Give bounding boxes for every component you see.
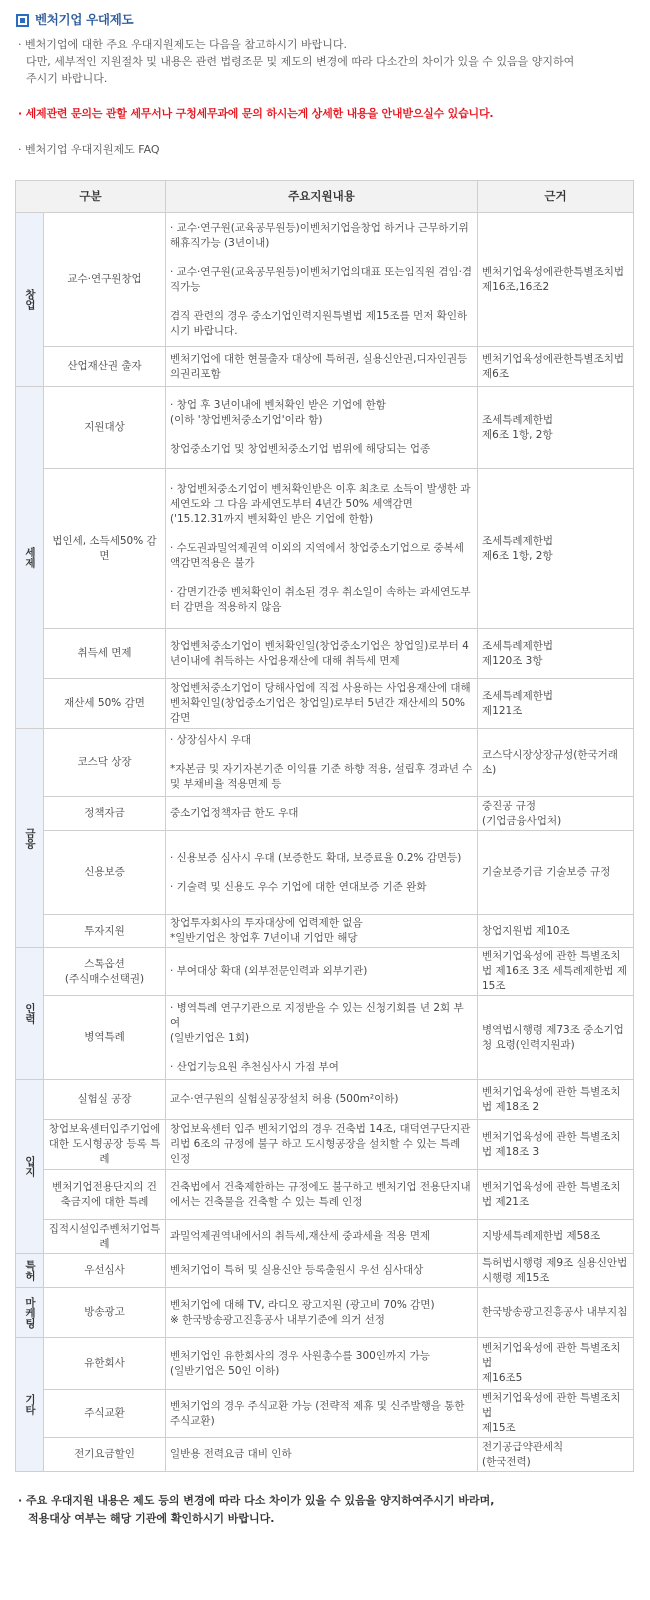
subcategory-line: 투자지원: [84, 924, 125, 937]
benefits-table: [15, 180, 634, 1472]
content-gap: [170, 748, 473, 762]
content-line: · 교수·연구원(교육공무원등)이벤처기업의대표 또는임직원 겸임·겸직가능: [170, 265, 473, 293]
basis-line: 제121조: [482, 704, 523, 717]
content-line: · 교수·연구원(교육공무원등)이벤처기업을창업 하거나 근무하기위해휴직가능 (3년이내): [170, 221, 469, 249]
basis-line: 벤처기업육성에 관한 특별조치법 제18조 2: [482, 1085, 621, 1113]
row-content: [166, 948, 478, 996]
subcategory-line: 신용보증: [84, 866, 125, 878]
row-subcategory: [44, 996, 166, 1080]
row-subcategory: [44, 387, 166, 469]
row-subcategory: [44, 1220, 166, 1254]
basis-line: 조세특례제한법: [482, 413, 554, 426]
basis-line: 벤처기업육성에 관한 특별조치법 제21조: [482, 1180, 621, 1208]
basis-line: 벤처기업육성에 관한 특별조치법: [482, 1392, 621, 1419]
subcategory-line: 방송광고: [84, 1306, 125, 1318]
category-etc: 기타: [16, 1338, 44, 1472]
intro-line: 다만, 세부적인 지원절차 및 내용은 관련 법령조문 및 제도의 변경에 따라 다소간의 차이가 있을 수 있음을 양지하여: [26, 55, 575, 68]
basis-line: 벤처기업육성에관한특별조치법 제6조: [482, 352, 625, 380]
row-content: [166, 1120, 478, 1170]
square-bullet-icon: [16, 14, 29, 27]
row-subcategory: [44, 1438, 166, 1472]
row-subcategory: [44, 469, 166, 629]
row-basis: [478, 1254, 634, 1288]
basis-line: 벤처기업육성에 관한 특별조치법 제16조 3조 세특례제한법 제15조: [482, 950, 627, 992]
content-gap: [170, 251, 473, 265]
row-content: [166, 1338, 478, 1390]
content-line: · 수도권과밀억제권역 이외의 지역에서 창업중소기업으로 중복세액감면적용은 불가: [170, 542, 464, 569]
subcategory-line: 전기요금할인: [74, 1448, 135, 1460]
basis-line: 제15조: [482, 1422, 516, 1434]
content-line: 벤처기업의 경우 주식교환 가능 (전략적 제휴 및 신주발행을 통한 주식교환): [170, 1399, 465, 1427]
content-gap: [170, 866, 473, 880]
faq-link[interactable]: · 벤처기업 우대지원제도 FAQ: [18, 143, 160, 156]
row-subcategory: [44, 1120, 166, 1170]
row-basis: [478, 996, 634, 1080]
row-basis: [478, 1288, 634, 1338]
row-content: [166, 1170, 478, 1220]
intro-line: · 벤처기업에 대한 주요 우대지원제도는 다음을 참고하시기 바랍니다.: [18, 38, 347, 51]
row-basis: [478, 347, 634, 387]
content-line: 겸직 관련의 경우 중소기업인력지원특별법 제15조를 먼저 확인하시기 바랍니다.: [170, 309, 468, 337]
content-line: · 창업 후 3년이내에 벤처확인 받은 기업에 한함: [170, 399, 386, 411]
subcategory-line: 벤처기업전용단지의 건축금지에 대한 특례: [52, 1180, 157, 1208]
row-subcategory: [44, 948, 166, 996]
row-subcategory: [44, 831, 166, 915]
row-content: [166, 1220, 478, 1254]
subcategory-line: 지원대상: [84, 421, 125, 433]
subcategory-line: 교수·연구원창업: [67, 273, 142, 285]
content-line: · 감면기간중 벤처확인이 취소된 경우 취소일이 속하는 과세연도부터 감면을 적용하지 않음: [170, 586, 471, 613]
row-basis: [478, 1220, 634, 1254]
content-line: 과밀억제권역내에서의 취득세,재산세 중과세율 적용 면제: [170, 1230, 431, 1242]
category-hr: 인력: [16, 948, 44, 1080]
content-line: 일반용 전력요금 대비 인하: [170, 1448, 292, 1460]
basis-line: 벤처기업육성에 관한 특별조치법: [482, 1342, 621, 1369]
category-patent: 특허: [16, 1254, 44, 1288]
row-content: [166, 797, 478, 831]
row-subcategory: [44, 1254, 166, 1288]
content-line: 창업벤처중소기업이 벤처확인일(창업중소기업은 창업일)로부터 4년이내에 취득하는 사업용재산에 대해 취득세 면제: [170, 639, 469, 667]
intro-line: 주시기 바랍니다.: [26, 72, 108, 85]
content-line: 창업중소기업 및 창업벤처중소기업 범위에 해당되는 업종: [170, 443, 431, 455]
content-line: 벤처기업에 대한 현물출자 대상에 특허권, 실용신안권,디자인권등의권리포함: [170, 352, 468, 380]
row-subcategory: [44, 1170, 166, 1220]
row-basis: [478, 797, 634, 831]
content-line: 창업보육센터 입주 벤처기업의 경우 건축법 14조, 대덕연구단지관리법 6조의 규정에 불구 하고 도시형공장을 설치할 수 있는 특례 인정: [170, 1123, 471, 1165]
row-basis: [478, 831, 634, 915]
content-line: 벤처기업인 유한회사의 경우 사원총수를 300인까지 가능: [170, 1349, 430, 1362]
content-line: ('15.12.31까지 벤처확인 받은 기업에 한함): [170, 513, 374, 525]
content-gap: [170, 571, 473, 585]
basis-line: 코스닥시장상장규성(한국거래소): [482, 748, 618, 776]
subcategory-line: 법인세, 소득세50% 감면: [52, 534, 157, 562]
content-line: · 상장심사시 우대: [170, 734, 252, 746]
row-content: [166, 729, 478, 797]
row-subcategory: [44, 679, 166, 729]
basis-line: 특허법시행령 제9조 실용신안법시행령 제15조: [482, 1256, 628, 1284]
row-content: [166, 831, 478, 915]
content-line: (이하 '창업벤처중소기업'이라 함): [170, 414, 323, 426]
row-basis: [478, 915, 634, 948]
row-content: [166, 915, 478, 948]
row-basis: [478, 948, 634, 996]
page-title: 벤처기업 우대제도: [35, 12, 134, 28]
content-line: 벤처기업에 대해 TV, 라디오 광고지원 (광고비 70% 감면): [170, 1298, 435, 1311]
row-content: [166, 679, 478, 729]
row-subcategory: [44, 1288, 166, 1338]
row-basis: [478, 387, 634, 469]
intro-text: [18, 36, 638, 87]
basis-line: (기업금융사업처): [482, 814, 562, 827]
basis-line: 병역법시행령 제73조 중소기업청 요령(인력지원과): [482, 1023, 624, 1051]
basis-line: 제16조5: [482, 1372, 523, 1384]
content-gap: [170, 1046, 473, 1060]
subcategory-line: 주식교환: [84, 1407, 125, 1419]
header-content: 주요지원내용: [166, 181, 478, 213]
basis-line: 벤처기업육성에관한특별조치법 제16조,16조2: [482, 265, 625, 293]
row-subcategory: [44, 629, 166, 679]
row-subcategory: [44, 1080, 166, 1120]
footer-note: [18, 1492, 638, 1528]
subcategory-line: 창업보육센터입주기업에 대한 도시형공장 등록 특례: [48, 1123, 161, 1165]
row-content: [166, 996, 478, 1080]
content-line: (일반기업은 1회): [170, 1031, 250, 1044]
row-subcategory: [44, 915, 166, 948]
row-basis: [478, 213, 634, 347]
row-basis: [478, 629, 634, 679]
row-basis: [478, 1338, 634, 1390]
basis-line: 창업지원법 제10조: [482, 924, 570, 937]
subcategory-line: 병역특례: [84, 1031, 125, 1043]
row-subcategory: [44, 1338, 166, 1390]
subcategory-line: 산업재산권 출자: [67, 360, 142, 372]
content-line: 중소기업정책자금 한도 우대: [170, 807, 299, 819]
footer-line: · 주요 우대지원 내용은 제도 등의 변경에 따라 다소 차이가 있을 수 있음을 양지하여주시기 바라며,: [18, 1494, 495, 1507]
basis-line: 벤처기업육성에 관한 특별조치법 제18조 3: [482, 1130, 621, 1158]
row-subcategory: [44, 213, 166, 347]
subcategory-line: 유한회사: [84, 1357, 125, 1369]
content-gap: [170, 527, 473, 541]
row-content: [166, 1390, 478, 1438]
content-line: · 부여대상 확대 (외부전문인력과 외부기관): [170, 965, 368, 977]
basis-line: 조세특례제한법: [482, 534, 554, 547]
row-content: [166, 387, 478, 469]
row-basis: [478, 1080, 634, 1120]
row-subcategory: [44, 797, 166, 831]
section-heading: [16, 11, 133, 29]
row-basis: [478, 1438, 634, 1472]
subcategory-line: 스톡옵션: [84, 957, 125, 970]
content-line: ※ 한국방송광고진흥공사 내부기준에 의거 선정: [170, 1313, 385, 1326]
subcategory-line: 코스닥 상장: [77, 756, 132, 768]
content-line: (일반기업은 50인 이하): [170, 1364, 280, 1377]
row-subcategory: [44, 347, 166, 387]
subcategory-line: 취득세 면제: [77, 647, 132, 659]
table-header-row: [16, 181, 634, 213]
row-content: [166, 469, 478, 629]
category-tax: 세제: [16, 387, 44, 729]
content-line: 교수·연구원의 실험실공장설치 허용 (500m²이하): [170, 1093, 399, 1105]
row-content: [166, 1438, 478, 1472]
row-basis: [478, 679, 634, 729]
row-subcategory: [44, 1390, 166, 1438]
category-marketing: 마케팅: [16, 1288, 44, 1338]
row-content: [166, 1254, 478, 1288]
row-content: [166, 1288, 478, 1338]
basis-line: 조세특례제한법: [482, 639, 554, 652]
category-finance: 금융: [16, 729, 44, 948]
basis-line: 제6조 1항, 2항: [482, 549, 553, 562]
content-line: 창업투자회사의 투자대상에 업력제한 없음: [170, 917, 363, 929]
basis-line: 기술보증기금 기술보증 규정: [482, 866, 611, 878]
header-category: 구분: [16, 181, 166, 213]
row-basis: [478, 1170, 634, 1220]
basis-line: 중진공 규정: [482, 799, 537, 812]
subcategory-line: (주식매수선택권): [64, 972, 145, 985]
basis-line: 지방세특례제한법 제58조: [482, 1230, 601, 1242]
row-content: [166, 629, 478, 679]
basis-line: (한국전력): [482, 1455, 531, 1468]
subcategory-line: 정책자금: [84, 807, 125, 819]
content-line: *일반기업은 창업후 7년이내 기업만 해당: [170, 932, 358, 944]
content-line: *자본금 및 자기자본기준 이익률 기준 하향 적용, 설립후 경과년 수 및 부채비율 적용면제 등: [170, 763, 473, 790]
row-content: [166, 347, 478, 387]
content-line: · 기술력 및 신용도 우수 기업에 대한 연대보증 기준 완화: [170, 880, 427, 893]
content-line: · 병역특례 연구기관으로 지정받을 수 있는 신청기회를 년 2회 부여: [170, 1001, 464, 1029]
content-gap: [170, 295, 473, 309]
basis-line: 제120조 3항: [482, 654, 543, 667]
subcategory-line: 집적시설입주벤처기업특례: [48, 1222, 161, 1250]
category-startup: 창업: [16, 213, 44, 387]
tax-inquiry-warning: · 세제관련 문의는 관할 세무서나 구청세무과에 문의 하시는게 상세한 내용을 안내받으실수 있습니다.: [18, 107, 494, 120]
row-content: [166, 213, 478, 347]
content-line: 건축법에서 건축제한하는 규정에도 불구하고 벤처기업 전용단지내에서는 건축물을 건축할 수 있는 특례 인정: [170, 1180, 471, 1208]
content-gap: [170, 428, 473, 442]
content-line: · 산업기능요원 추천심사시 가점 부여: [170, 1060, 339, 1073]
row-basis: [478, 1390, 634, 1438]
content-line: 벤처기업이 특허 및 실용신안 등록출원시 우선 심사대상: [170, 1264, 424, 1276]
row-subcategory: [44, 729, 166, 797]
row-content: [166, 1080, 478, 1120]
footer-line: 적용대상 여부는 해당 기관에 확인하시기 바랍니다.: [28, 1512, 275, 1525]
subcategory-line: 실험실 공장: [77, 1093, 132, 1105]
subcategory-line: 우선심사: [84, 1264, 125, 1276]
basis-line: 조세특례제한법: [482, 689, 554, 702]
basis-line: 제6조 1항, 2항: [482, 428, 553, 441]
content-line: · 신용보증 심사시 우대 (보증한도 확대, 보증료율 0.2% 감면등): [170, 851, 462, 864]
subcategory-line: 재산세 50% 감면: [64, 697, 145, 709]
row-basis: [478, 469, 634, 629]
row-basis: [478, 729, 634, 797]
basis-line: 한국방송광고진흥공사 내부지침: [482, 1306, 628, 1318]
row-basis: [478, 1120, 634, 1170]
content-line: · 창업벤처중소기업이 벤처확인받은 이후 최초로 소득이 발생한 과세연도와 그 다음 과세연도부터 4년간 50% 세액감면: [170, 483, 471, 510]
header-basis: 근거: [478, 181, 634, 213]
category-location: 입지: [16, 1080, 44, 1254]
basis-line: 전기공급약관세칙: [482, 1440, 564, 1453]
content-line: 창업벤처중소기업이 당해사업에 직접 사용하는 사업용재산에 대해 벤처확인일(창업중소기업은 창업일)로부터 5년간 재산세의 50% 감면: [170, 682, 471, 724]
